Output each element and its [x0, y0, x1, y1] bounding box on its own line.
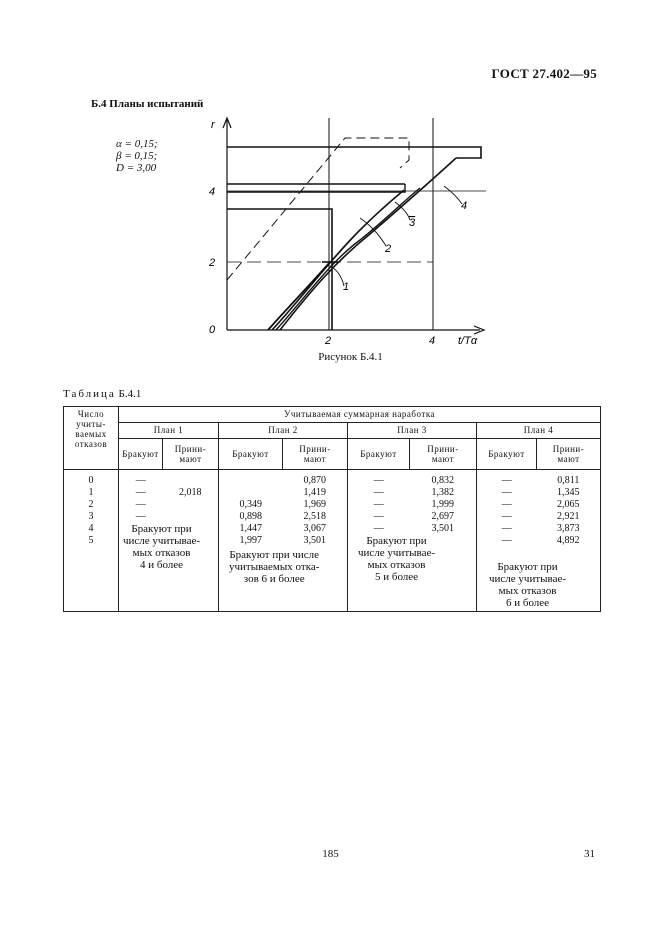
- x-axis-label: t/Tα: [458, 335, 478, 347]
- plan3-reject-header: Бракуют: [348, 439, 410, 470]
- sheet-number: 31: [584, 848, 595, 860]
- page-number: 185: [322, 848, 339, 860]
- failures-count-header: Число учиты- ваемых отказов: [64, 407, 119, 470]
- section-title: Б.4 Планы испытаний: [91, 98, 204, 110]
- plan1-note: Бракуют при числе учитывае- мых отказов 4 и более: [123, 523, 201, 571]
- plan3-reject-column: — — — — — Бракуют при числе учитывае- мых отказов 5 и более: [348, 470, 410, 612]
- plan4-accept-column: 0,811 1,345 2,065 2,921 3,873 4,892: [537, 470, 601, 612]
- plan1-accept-header: Прини- мают: [163, 439, 219, 470]
- plan3-header: План 3: [348, 423, 477, 439]
- curve-label-2: 2: [385, 243, 392, 255]
- plan2-header: План 2: [219, 423, 348, 439]
- curve-1: [268, 262, 330, 330]
- failures-count-column: 0 1 2 3 4 5: [64, 470, 119, 612]
- plan1-reject-column: — — — — Бракуют при числе учитывае- мых отказов 4 и более: [119, 470, 163, 612]
- plan4-note: Бракуют при числе учитывае- мых отказов 6 и более: [489, 561, 567, 609]
- y-tick-0: 0: [209, 324, 216, 336]
- plan4-boundary: [227, 147, 481, 158]
- cumulative-time-header: Учитываемая суммарная наработка: [119, 407, 601, 423]
- x-tick-2: 2: [325, 335, 332, 347]
- leader-4: [444, 186, 462, 204]
- y-tick-2: 2: [209, 257, 216, 269]
- test-plan-chart: [0, 0, 661, 360]
- plan1-boundary: [227, 209, 332, 330]
- plan2-reject-column: 0,349 0,898 1,447 1,997 Бракуют при числе учитываемых отка- зов 6 и более: [219, 470, 283, 612]
- test-plans-table: [63, 406, 601, 612]
- plan3-note: Бракуют при числе учитывае- мых отказов 5 и более: [358, 535, 436, 583]
- figure-caption: Рисунок Б.4.1: [318, 351, 383, 363]
- curve-label-1: 1: [343, 281, 350, 293]
- beta-param: β = 0,15;: [116, 150, 158, 162]
- alpha-param: α = 0,15;: [116, 138, 158, 150]
- plan2-accept-header: Прини- мают: [283, 439, 348, 470]
- plan2-accept-column: 0,870 1,419 1,969 2,518 3,067 3,501: [283, 470, 348, 612]
- plan1-accept-column: 2,018: [163, 470, 219, 612]
- plan2-reject-header: Бракуют: [219, 439, 283, 470]
- plan3-accept-header: Прини- мают: [410, 439, 477, 470]
- plan1-reject-header: Бракуют: [119, 439, 163, 470]
- x-tick-4: 4: [429, 335, 436, 347]
- plan2-note: Бракуют при числе учитываемых отка- зов 6 и более: [229, 549, 320, 585]
- plan3-accept-column: 0,832 1,382 1,999 2,697 3,501: [410, 470, 477, 612]
- table-title-number: Б.4.1: [118, 388, 142, 400]
- discrimination-param: D = 3,00: [116, 162, 157, 174]
- curve-label-4: 4: [461, 200, 468, 212]
- y-axis-label: r: [211, 119, 215, 131]
- y-tick-4: 4: [209, 186, 216, 198]
- plan4-reject-header: Бракуют: [477, 439, 537, 470]
- curve-label-3: 3: [409, 217, 416, 229]
- plan1-header: План 1: [119, 423, 219, 439]
- table-title: [63, 388, 141, 400]
- plan4-accept-header: Прини- мают: [537, 439, 601, 470]
- document-header: ГОСТ 27.402—95: [491, 66, 597, 81]
- table-title-prefix: Таблица: [63, 388, 116, 400]
- plan4-reject-column: — — — — — — Бракуют при числе учитывае- мых отказов 6 и более: [477, 470, 537, 612]
- plan4-header: План 4: [477, 423, 601, 439]
